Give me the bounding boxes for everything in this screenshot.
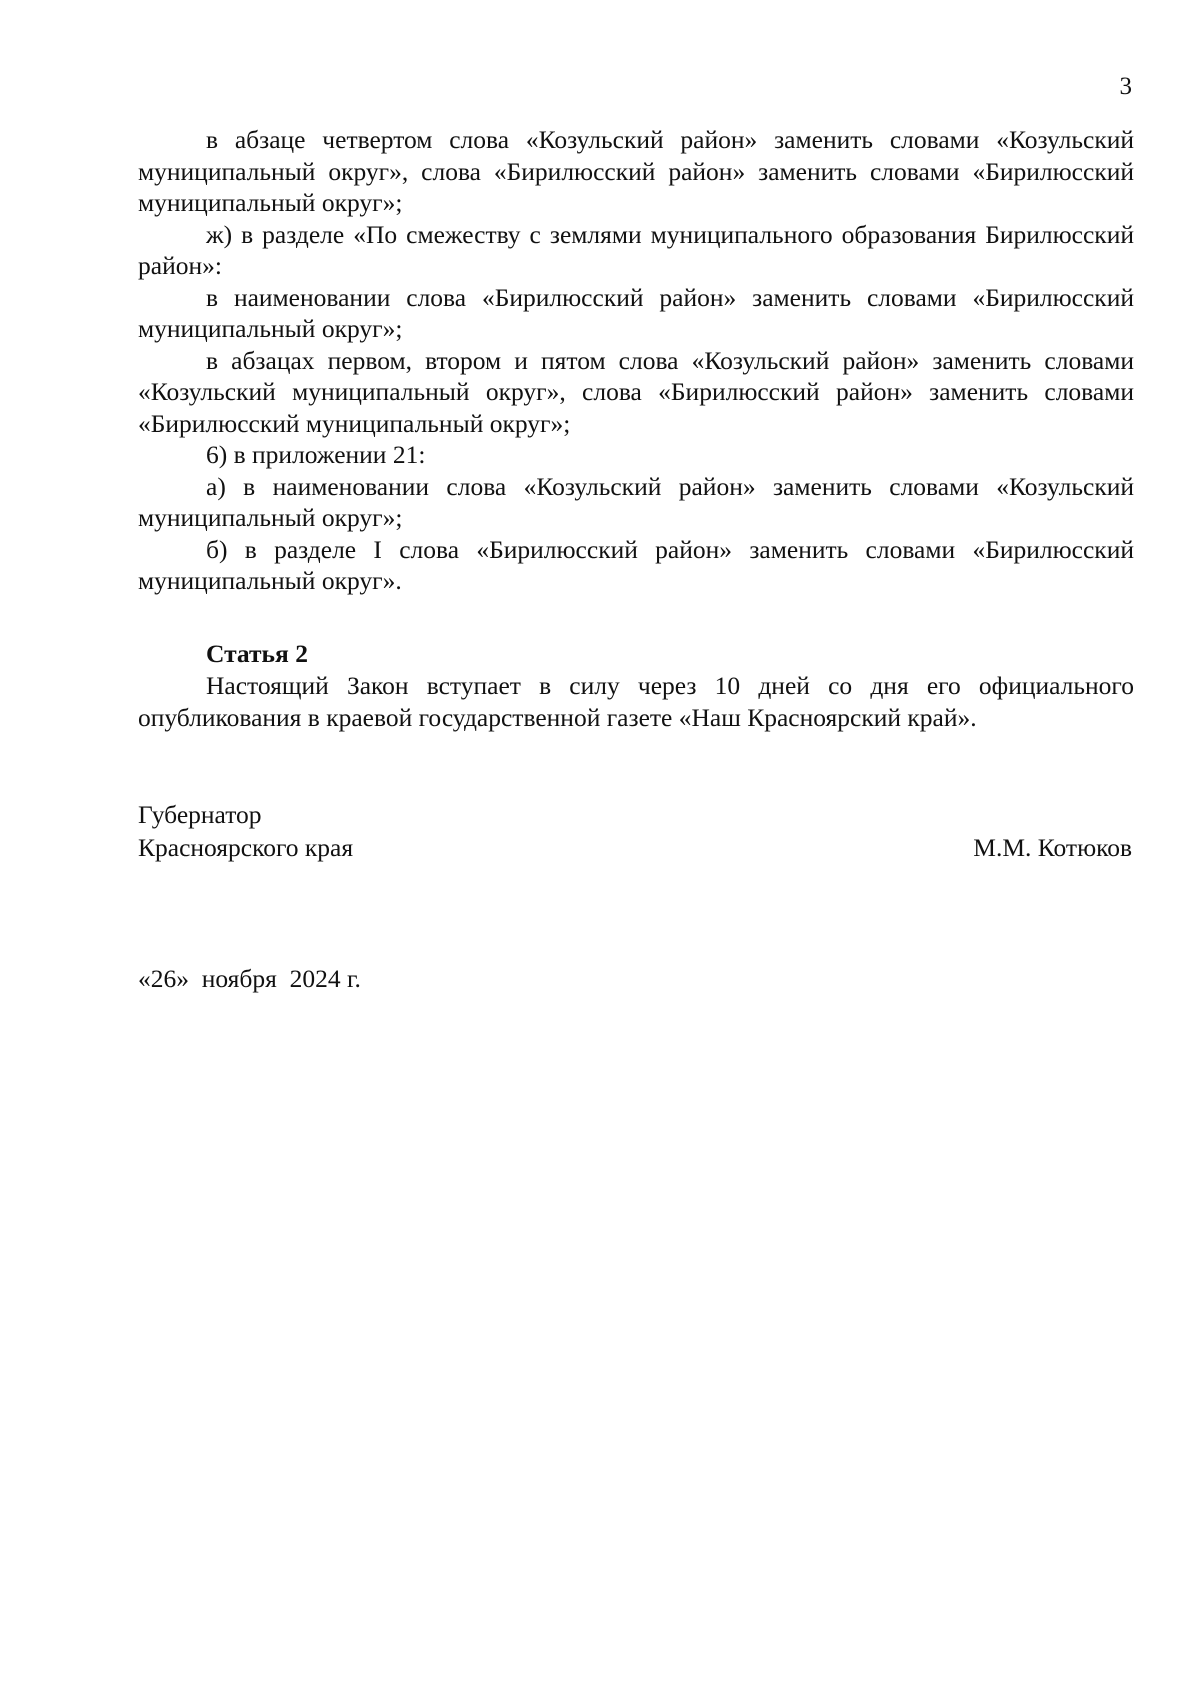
signing-date: «26» ноября 2024 г. bbox=[138, 964, 361, 993]
article-paragraph: Настоящий Закон вступает в силу через 10 дней со дня его официального опубликования в краевой государственной газете «Наш Красноярский край». bbox=[138, 671, 1134, 732]
signature-title-line-1: Губернатор bbox=[138, 800, 262, 829]
article-text bbox=[138, 670, 1134, 733]
signature-name: М.М. Котюков bbox=[973, 833, 1132, 862]
signature-title-line-2: Красноярского края bbox=[138, 833, 354, 862]
paragraph-5: 6) в приложении 21: bbox=[206, 440, 426, 469]
signature-title bbox=[138, 798, 353, 864]
paragraph-1: в абзаце четвертом слова «Козульский район» заменить словами «Козульский муниципальный округ», слова «Бирилюсский район» заменить словами «Бирилюсский муниципальный округ»; bbox=[138, 125, 1134, 217]
paragraph-4: в абзацах первом, втором и пятом слова «Козульский район» заменить словами «Козульский муниципальный округ», слова «Бирилюсский район» заменить словами «Бирилюсский муниципальный округ»; bbox=[138, 345, 1134, 438]
page-number: 3 bbox=[1119, 73, 1132, 100]
amendments-text bbox=[138, 124, 1134, 597]
paragraph-6: а) в наименовании слова «Козульский район» заменить словами «Козульский муниципальный округ»; bbox=[138, 471, 1134, 532]
article-heading: Статья 2 bbox=[206, 639, 308, 668]
paragraph-7: б) в разделе I слова «Бирилюсский район» заменить словами «Бирилюсский муниципальный округ». bbox=[138, 534, 1134, 595]
paragraph-3: в наименовании слова «Бирилюсский район» заменить словами «Бирилюсский муниципальный округ»; bbox=[138, 282, 1134, 343]
paragraph-2: ж) в разделе «По смежеству с землями муниципального образования Бирилюсский район»: bbox=[138, 219, 1134, 280]
